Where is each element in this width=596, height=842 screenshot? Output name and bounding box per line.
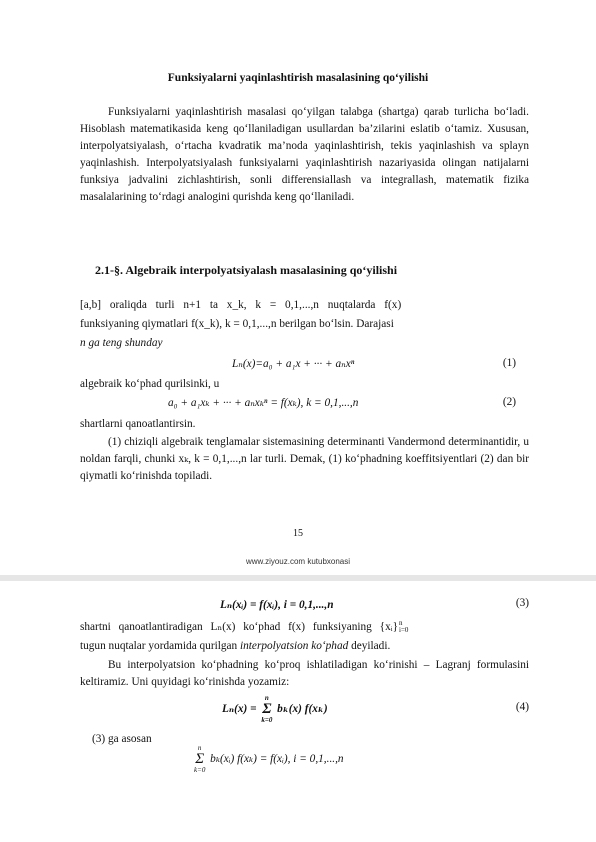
equation-5	[192, 744, 344, 775]
page-2	[0, 581, 596, 842]
chapter-title: Funksiyalarni yaqinlashtirish masalasining qo‘yilishi	[167, 72, 429, 84]
equation-number: (1)	[502, 357, 516, 369]
text-line: funksiyaning qiymatlari f(x_k), k = 0,1,...,n berilgan bo‘lsin. Darajasi	[80, 318, 394, 330]
section-heading: 2.1-§. Algebraik interpolyatsiyalash masalasining qo‘yilishi	[95, 263, 398, 277]
equation-4	[222, 694, 328, 725]
paragraph: Bu interpolyatsion ko‘phadning ko‘proq ishlatiladigan ko‘rinishi – Lagranj formulasini keltiramiz. Uni quyidagi ko‘rinishda yozamiz:	[80, 659, 529, 688]
sigma-symbol: n Σ k=0	[194, 744, 206, 774]
text-line: shartlarni qanoatlantirsin.	[80, 418, 196, 430]
footer-watermark: www.ziyouz.com kutubxonasi	[245, 557, 351, 566]
sum-lower: k=0	[261, 716, 273, 724]
text-line: [a,b] oraliqda turli n+1 ta x_k, k = 0,1,...,n nuqtalarda f(x)	[80, 299, 402, 311]
text-line: algebraik ko‘phad qurilsinki, u	[80, 378, 220, 390]
subscript: i=0	[399, 626, 409, 635]
equation-3: Lₙ(xᵢ) = f(xᵢ), i = 0,1,...,n	[220, 599, 334, 611]
term-emphasis: interpolyatsion ko‘phad	[240, 640, 349, 652]
text-line	[80, 638, 529, 655]
text-line: n ga teng shunday	[80, 337, 163, 349]
sum-upper: n	[264, 694, 269, 702]
text-fragment: deyiladi.	[348, 640, 391, 652]
sigma-symbol: n Σ k=0	[261, 694, 273, 724]
equation-right: bₖ(x) f(xₖ)	[277, 703, 328, 716]
text-line: (3) ga asosan	[92, 733, 152, 745]
equation-number: (4)	[515, 701, 529, 713]
equation-2: a₀ + a₁xₖ + ··· + aₙxₖⁿ = f(xₖ), k = 0,1,...,n	[168, 397, 359, 409]
equation-number: (2)	[502, 396, 516, 408]
superscript: n	[399, 619, 403, 628]
equation-right: bₖ(xᵢ) f(xₖ) = f(xᵢ), i = 0,1,...,n	[210, 753, 344, 766]
equation-left: Lₙ(x) =	[222, 703, 257, 716]
text-line	[80, 619, 529, 636]
equation-1: Lₙ(x)=a₀ + a₁x + ··· + aₙxⁿ	[232, 358, 355, 370]
page-number: 15	[293, 528, 303, 539]
sum-lower: k=0	[194, 766, 206, 774]
sum-upper: n	[197, 744, 202, 752]
paragraph: (1) chiziqli algebraik tenglamalar sistemasining determinanti Vandermond determinantidir, u noldan farqli, chunki xₖ, k = 0,1,...,n lar turli. Demak, (1) ko‘phadning koeffitsiyentlari (2) dan bir qiymatli ko‘rinishda topiladi.	[80, 436, 529, 482]
intro-paragraph: Funksiyalarni yaqinlashtirish masalasi qo‘yilgan talabga (shartga) qarab turlicha bo‘ladi. Hisoblash matematikasida keng qo‘llaniladigan usullardan ba’zilarini eslatib o‘tamiz. Xususan, interpolyatsiyalash, o‘rtacha kvadratik ma’noda yaqinlashtirish, tekis yaqinlashish va splayn yaqinlashish. Interpolyatsiyalash funksiyalarni yaqinlashtirish nazariyasida olingan natijalarni funksiya jadvalini zichlashtirish, sonli differensiallash va integrallash, matematik fizika masalalarining to‘rdagi analogini qurishda keng qo‘llaniladi.	[80, 106, 529, 203]
equation-number: (3)	[515, 597, 529, 609]
text-fragment: shartni qanoatlantiradigan Lₙ(x) ko‘phad f(x) funksiyaning {xᵢ}	[80, 621, 398, 633]
text-fragment: tugun nuqtalar yordamida qurilgan	[80, 640, 240, 652]
